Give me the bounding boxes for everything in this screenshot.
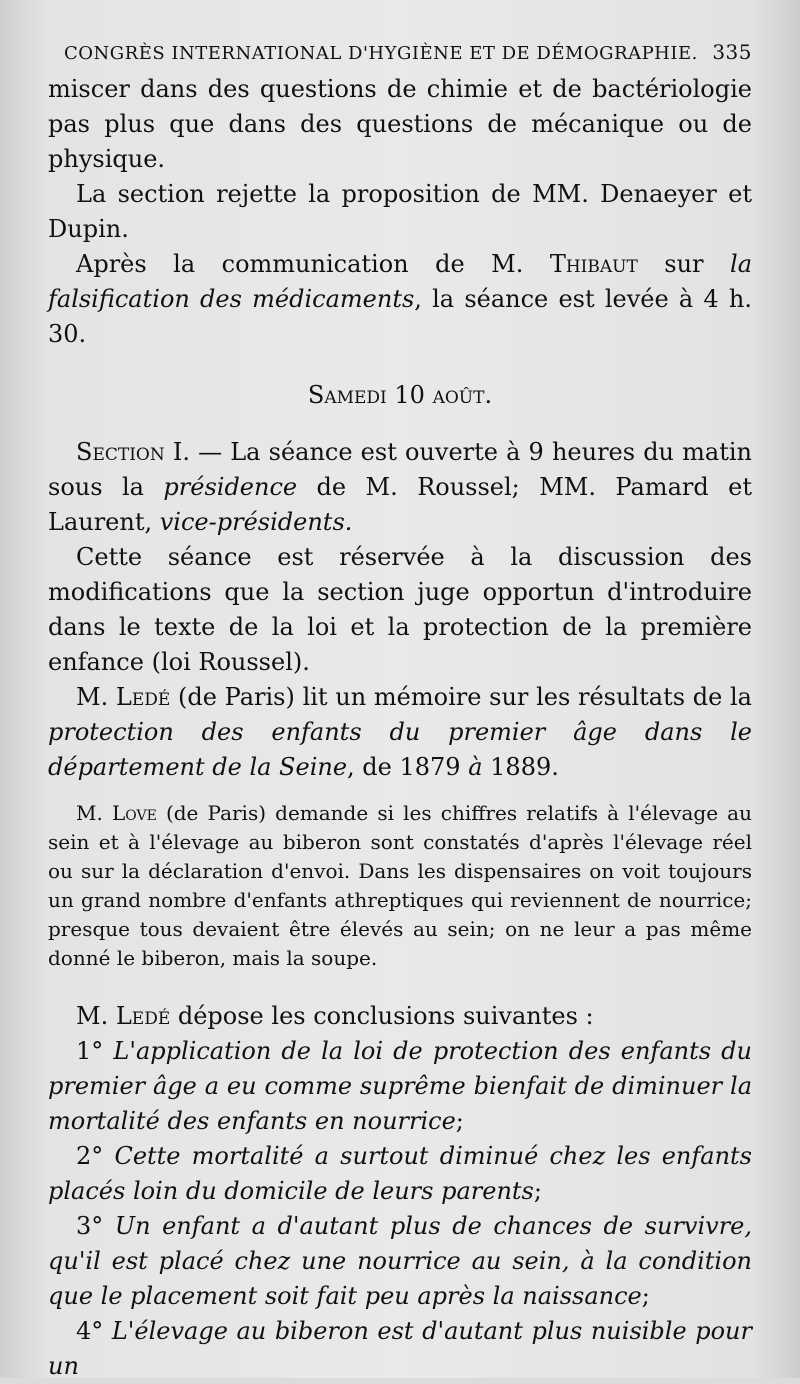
paragraph-rejection: La section rejette la proposition de MM. Denaeyer et Dupin. [48,180,752,243]
speaker-name: Ledé [115,683,171,711]
running-title: CONGRÈS INTERNATIONAL D'HYGIÈNE ET DE DÉMOGRAPHIE. [64,43,698,64]
memoir-title: protection des enfants du premier âge dans le département de la Seine [48,718,752,781]
running-header [64,40,752,64]
paragraph-conclusions-intro: M. Ledé dépose les conclusions suivantes : [76,1002,594,1030]
conclusion-2: 2° Cette mortalité a surtout diminué chez les enfants placés loin du domicile de leurs parents; [48,1142,753,1205]
conclusion-1: 1° L'application de la loi de protection des enfants du premier âge a eu comme suprême bienfait de diminuer la mortalité des enfants en nourrice; [48,1037,752,1135]
speaker-name: Love [111,801,157,825]
paragraph-session-purpose: Cette séance est réservée à la discussion des modifications que la section juge opportun d'introduire dans le texte de la loi et la protection de la première enfance (loi Roussel). [48,543,752,676]
conclusion-3: 3° Un enfant a d'autant plus de chances de survivre, qu'il est placé chez une nourrice au sein, à la condition que le placement soit fait peu après la naissance; [48,1212,753,1310]
session-heading: Samedi 10 août. [307,381,493,409]
paragraph-lede-memoir: M. Ledé (de Paris) lit un mémoire sur les résultats de la protection des enfants du premier âge dans le département de la Seine, de 1879 à 1889. [48,683,752,781]
paragraph-section-opening: Section I. — La séance est ouverte à 9 heures du matin sous la présidence de M. Roussel; MM. Pamard et Laurent, vice-présidents. [48,438,752,536]
communication-title: la falsification des médicaments [48,250,752,313]
conclusion-4: 4° L'élevage au biberon est d'autant plus nuisible pour un [48,1317,752,1380]
speaker-name: Thibaut [549,250,638,278]
paragraph-continuation: miscer dans des questions de chimie et de bactériologie pas plus que dans des questions de mécanique ou de physique. [48,75,752,173]
paragraph-thibaut: Après la communication de M. Thibaut sur la falsification des médicaments, la séance est levée à 4 h. 30. [48,250,752,348]
paragraph-love-question: M. Love (de Paris) demande si les chiffres relatifs à l'élevage au sein et à l'élevage au biberon sont constatés d'après l'élevage réel ou sur la déclaration d'envoi. Dans les dispensaires on voit toujours un grand nombre d'enfants athreptiques qui reviennent de nourrice; presque tous devaient être élevés au sein; on ne leur a pas même donné le biberon, mais la soupe. [48,801,752,970]
speaker-name: Ledé [115,1002,171,1030]
page-number: 335 [712,40,752,64]
